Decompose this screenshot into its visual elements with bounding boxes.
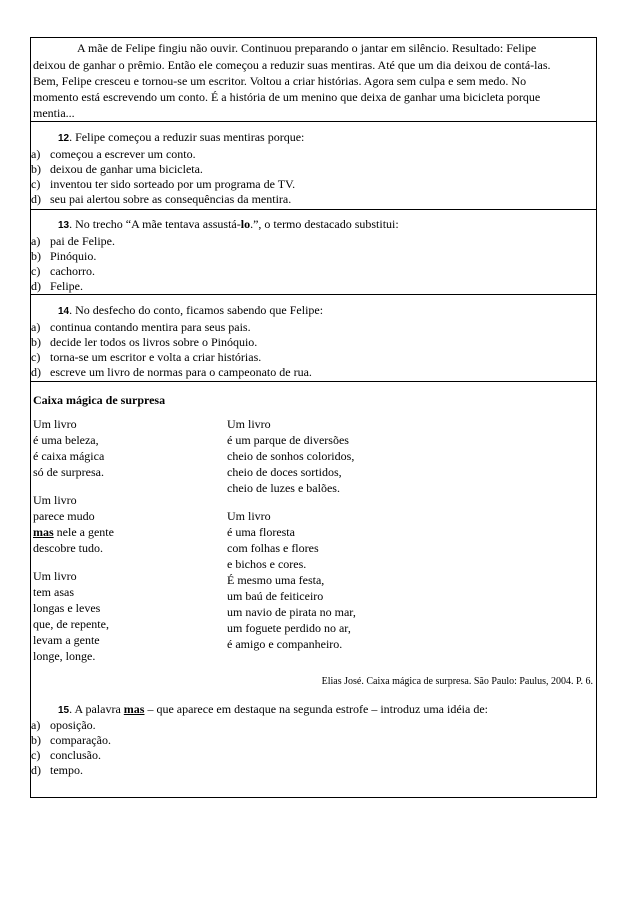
option-text: escreve um livro de normas para o campeonato de rua. xyxy=(50,365,312,379)
poem-left-line: descobre tudo. xyxy=(33,541,103,555)
question-12-section xyxy=(31,121,596,209)
option-text: Pinóquio. xyxy=(50,249,97,263)
question-14-option-d[interactable] xyxy=(31,365,312,379)
poem-right-line: Um livro xyxy=(227,417,271,431)
option-letter: d) xyxy=(31,763,41,777)
option-text: continua contando mentira para seus pais. xyxy=(50,320,251,334)
poem-left-line: Um livro xyxy=(33,493,77,507)
passage-line-3: Bem, Felipe cresceu e tornou-se um escritor. Voltou a criar histórias. Agora sem culpa e sem medo. No xyxy=(33,74,527,88)
poem-right-line: é uma floresta xyxy=(227,525,295,539)
option-letter: c) xyxy=(31,748,41,762)
passage-section xyxy=(31,38,596,121)
option-letter: d) xyxy=(31,365,41,379)
option-letter: a) xyxy=(31,234,41,248)
poem-left-line-text: nele a gente xyxy=(56,525,114,539)
poem-right-line: um foguete perdido no ar, xyxy=(227,621,351,635)
question-14-text: . No desfecho do conto, ficamos sabendo que Felipe: xyxy=(69,303,324,317)
poem-left-line: longe, longe. xyxy=(33,649,96,663)
poem-left-line: Um livro xyxy=(33,569,77,583)
question-12-option-b[interactable] xyxy=(31,162,203,176)
option-text: torna-se um escritor e volta a criar histórias. xyxy=(50,350,262,364)
passage-line-2: deixou de ganhar o prêmio. Então ele começou a reduzir suas mentiras. Até que um dia deixou de contá-las. xyxy=(33,58,551,72)
question-15-text-after: – que aparece em destaque na segunda estrofe – introduz uma idéia de: xyxy=(144,702,488,716)
poem-right-line: cheio de sonhos coloridos, xyxy=(227,449,355,463)
poem-title: Caixa mágica de surpresa xyxy=(33,393,166,407)
question-15-text-before: . A palavra xyxy=(69,702,124,716)
question-12-text: . Felipe começou a reduzir suas mentiras porque: xyxy=(69,130,305,144)
question-14-number: 14 xyxy=(58,306,70,317)
poem-right-line: é um parque de diversões xyxy=(227,433,349,447)
question-12-option-c[interactable] xyxy=(31,177,295,191)
question-12-option-a[interactable] xyxy=(31,147,196,161)
question-13-text-after: .”, o termo destacado substitui: xyxy=(250,217,399,231)
question-15-option-d[interactable] xyxy=(31,763,83,777)
question-15-option-a[interactable] xyxy=(31,718,96,732)
poem-right-line: É mesmo uma festa, xyxy=(227,573,325,587)
option-letter: b) xyxy=(31,249,41,263)
option-text: inventou ter sido sorteado por um programa de TV. xyxy=(50,177,296,191)
option-letter: c) xyxy=(31,350,41,364)
question-15-stem xyxy=(58,702,488,718)
poem-right-line: cheio de doces sortidos, xyxy=(227,465,342,479)
question-sheet xyxy=(30,37,597,798)
option-letter: a) xyxy=(31,320,41,334)
poem-left-line: é caixa mágica xyxy=(33,449,105,463)
question-15-option-c[interactable] xyxy=(31,748,101,762)
poem-right-line: e bichos e cores. xyxy=(227,557,307,571)
option-text: deixou de ganhar uma bicicleta. xyxy=(50,162,203,176)
poem-right-line: um navio de pirata no mar, xyxy=(227,605,356,619)
question-13-text-before: . No trecho “A mãe tentava assustá- xyxy=(69,217,241,231)
option-text: começou a escrever um conto. xyxy=(50,147,196,161)
poem-left-line: tem asas xyxy=(33,585,74,599)
question-13-number: 13 xyxy=(58,220,70,231)
poem-left-line: é uma beleza, xyxy=(33,433,99,447)
option-text: cachorro. xyxy=(50,264,95,278)
poem-right-line: Um livro xyxy=(227,509,271,523)
question-13-option-b[interactable] xyxy=(31,249,96,263)
option-letter: d) xyxy=(31,192,41,206)
poem-left-line: levam a gente xyxy=(33,633,100,647)
poem-source-citation: Elias José. Caixa mágica de surpresa. São Paulo: Paulus, 2004. P. 6. xyxy=(321,676,593,687)
option-letter: c) xyxy=(31,177,41,191)
question-14-option-b[interactable] xyxy=(31,335,257,349)
question-15-option-b[interactable] xyxy=(31,733,111,747)
option-text: tempo. xyxy=(50,763,83,777)
question-13-section xyxy=(31,209,596,294)
question-12-number: 12 xyxy=(58,133,70,144)
question-13-highlighted-term: lo xyxy=(240,217,251,231)
question-13-option-c[interactable] xyxy=(31,264,95,278)
question-14-option-c[interactable] xyxy=(31,350,261,364)
option-text: oposição. xyxy=(50,718,96,732)
poem-right-line: com folhas e flores xyxy=(227,541,319,555)
option-text: comparação. xyxy=(50,733,111,747)
poem-right-line: é amigo e companheiro. xyxy=(227,637,343,651)
option-letter: b) xyxy=(31,162,41,176)
question-15-highlighted-mas: mas xyxy=(123,702,145,716)
question-14-stem xyxy=(58,303,323,319)
poem-left-line: só de surpresa. xyxy=(33,465,104,479)
poem-left-line: que, de repente, xyxy=(33,617,109,631)
poem-left-line: Um livro xyxy=(33,417,77,431)
option-letter: a) xyxy=(31,718,41,732)
poem-right-line: cheio de luzes e balões. xyxy=(227,481,340,495)
option-text: conclusão. xyxy=(50,748,101,762)
passage-line-4: momento está escrevendo um conto. É a história de um menino que deixa de ganhar uma bicicleta porque xyxy=(33,90,541,104)
poem-left-line-mas xyxy=(33,525,114,539)
option-letter: a) xyxy=(31,147,41,161)
option-letter: b) xyxy=(31,733,41,747)
question-14-option-a[interactable] xyxy=(31,320,251,334)
question-12-option-d[interactable] xyxy=(31,192,291,206)
option-letter: d) xyxy=(31,279,41,293)
option-letter: c) xyxy=(31,264,41,278)
option-text: pai de Felipe. xyxy=(50,234,115,248)
poem-highlighted-mas: mas xyxy=(33,525,54,539)
passage-line-5: mentia... xyxy=(33,106,75,120)
passage-line-1: A mãe de Felipe fingiu não ouvir. Continuou preparando o jantar em silêncio. Resultado: Felipe xyxy=(77,41,537,55)
question-15-number: 15 xyxy=(58,705,70,716)
option-letter: b) xyxy=(31,335,41,349)
poem-left-line: parece mudo xyxy=(33,509,95,523)
question-13-option-a[interactable] xyxy=(31,234,115,248)
option-text: seu pai alertou sobre as consequências da mentira. xyxy=(50,192,292,206)
question-13-stem xyxy=(58,217,399,233)
question-14-section xyxy=(31,294,596,381)
option-text: Felipe. xyxy=(50,279,83,293)
option-text: decide ler todos os livros sobre o Pinóquio. xyxy=(50,335,258,349)
poem-left-line: longas e leves xyxy=(33,601,101,615)
poem-section xyxy=(31,381,596,799)
question-12-stem xyxy=(58,130,304,146)
question-13-option-d[interactable] xyxy=(31,279,83,293)
poem-right-line: um baú de feiticeiro xyxy=(227,589,324,603)
